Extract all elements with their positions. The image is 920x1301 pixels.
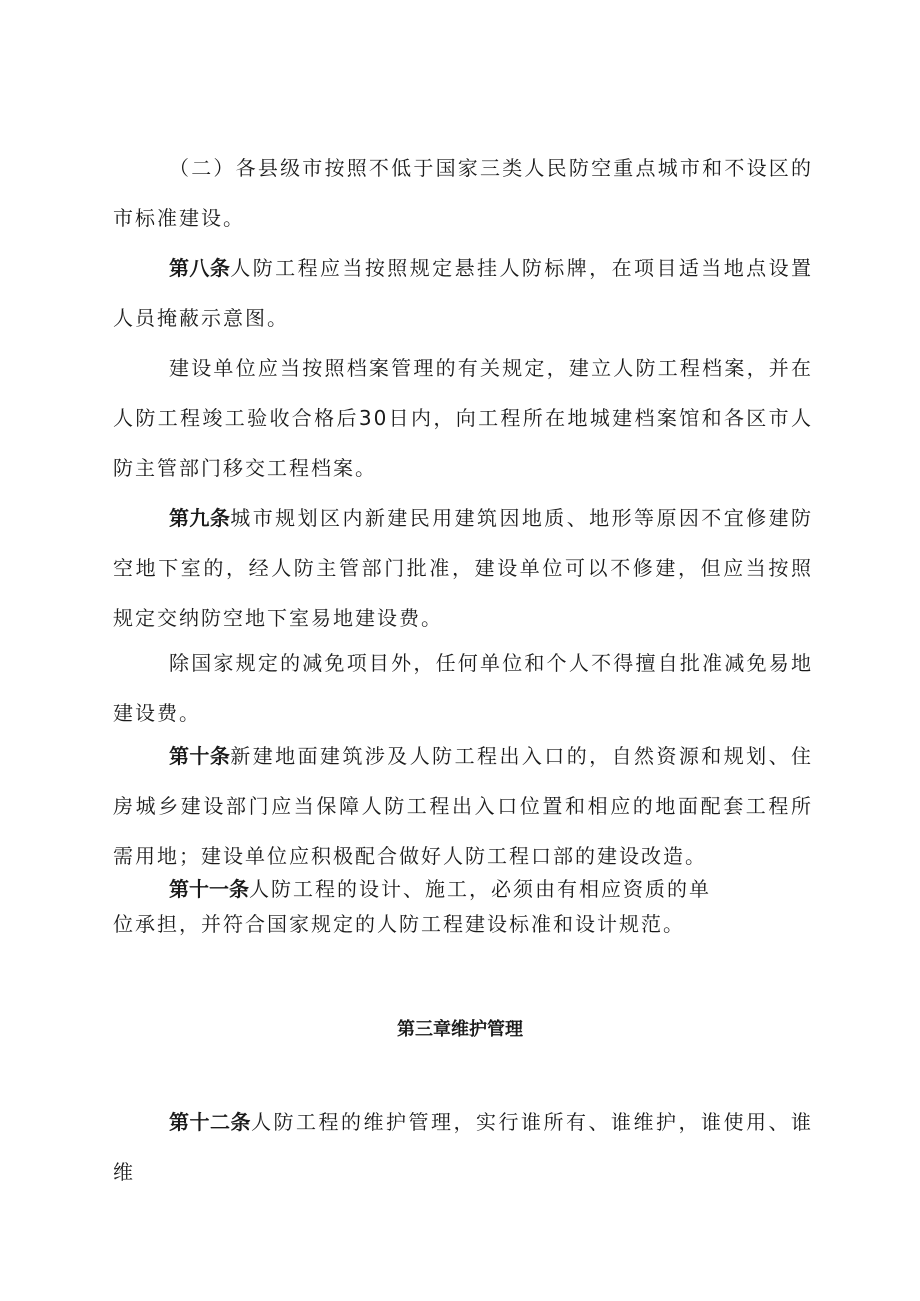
- paragraph-exemption: [113, 638, 813, 738]
- paragraph-text: 人防工程的维护管理，实行谁所有、谁维护，谁使用、谁维: [113, 1110, 813, 1184]
- paragraph-county-cities: [113, 143, 813, 243]
- paragraph-text: （二）各县级市按照不低于国家三类人民防空重点城市和不设区的市标准建设。: [113, 156, 813, 230]
- paragraph-text: 城市规划区内新建民用建筑因地质、地形等原因不宜修建防空地下室的，经人防主管部门批准，建设单位可以不修建，但应当按照规定交纳防空地下室易地建设费。: [113, 506, 814, 630]
- paragraph-article-12: [113, 1097, 813, 1197]
- paragraph-line: [113, 872, 813, 906]
- paragraph-article-8: [113, 243, 813, 343]
- paragraph-archives: [113, 343, 813, 493]
- paragraph-text: 建设单位应当按照档案管理的有关规定，建立人防工程档案，并在人防工程竣工验收合格后30日内，向工程所在地城建档案馆和各区市人防主管部门移交工程档案。: [113, 356, 813, 480]
- paragraph-article-11-continuation: [113, 907, 813, 941]
- paragraph-text: 人防工程的设计、施工，必须由有相应资质的单: [249, 877, 711, 901]
- paragraph-article-10: [113, 731, 813, 881]
- paragraph-text: 人防工程应当按照规定悬挂人防标牌，在项目适当地点设置人员掩蔽示意图。: [113, 256, 814, 330]
- article-number: 第十一条: [169, 877, 249, 901]
- paragraph-text: 新建地面建筑涉及人防工程出入口的，自然资源和规划、住房城乡建设部门应当保障人防工程出入口位置和相应的地面配套工程所需用地；建设单位应积极配合做好人防工程口部的建设改造。: [113, 744, 814, 868]
- paragraph-article-9: [113, 493, 813, 643]
- article-number: 第十二条: [169, 1110, 251, 1134]
- paragraph-text: 除国家规定的减免项目外，任何单位和个人不得擅自批准减免易地建设费。: [113, 651, 813, 725]
- article-number: 第九条: [169, 506, 231, 530]
- article-number: 第十条: [169, 744, 231, 768]
- paragraph-article-11: [113, 872, 813, 906]
- paragraph-text: 位承担，并符合国家规定的人防工程建设标准和设计规范。: [113, 912, 685, 936]
- article-number: 第八条: [169, 256, 231, 280]
- chapter-title: 第三章维护管理: [397, 1019, 523, 1040]
